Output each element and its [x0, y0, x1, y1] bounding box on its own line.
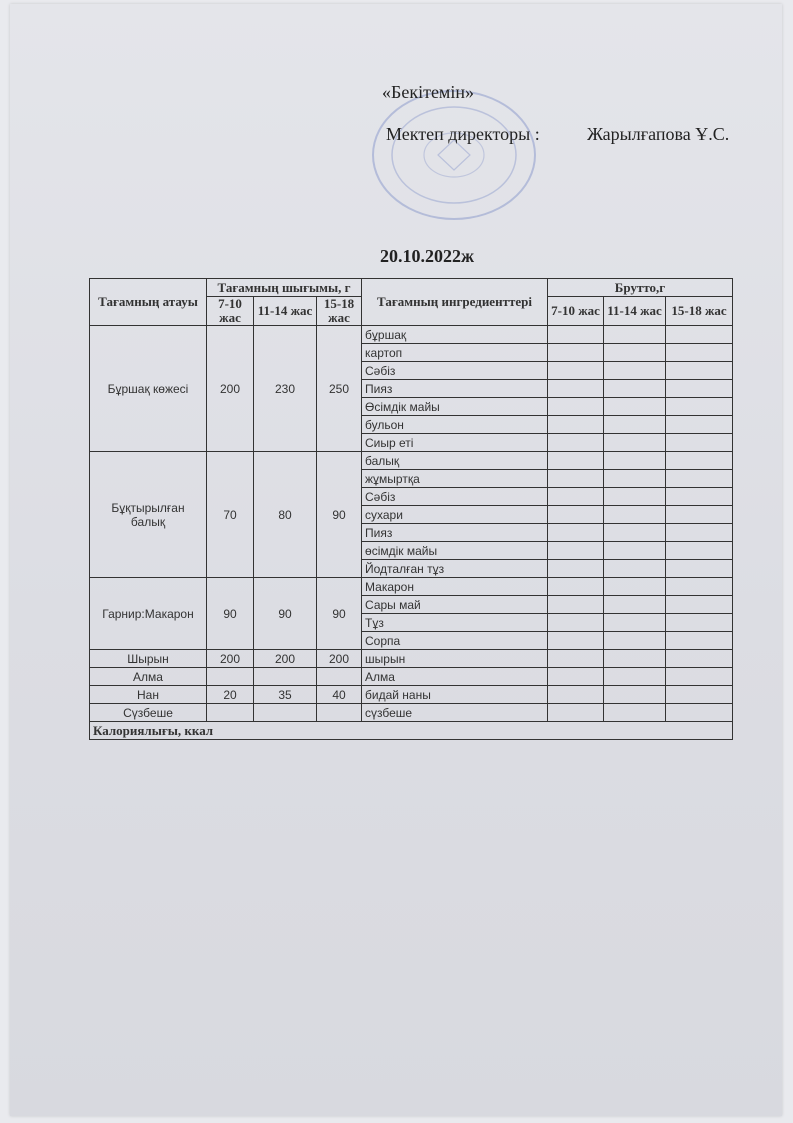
col-brutto-header: Брутто,г — [548, 279, 733, 297]
menu-table — [89, 278, 733, 740]
brutto-cell — [604, 398, 666, 416]
brutto-cell — [548, 632, 604, 650]
brutto-cell — [604, 596, 666, 614]
brutto-cell — [604, 362, 666, 380]
brutto-cell — [666, 596, 733, 614]
col-output-header: Тағамның шығымы, г — [207, 279, 362, 297]
dish-output — [317, 668, 362, 686]
brutto-cell — [548, 560, 604, 578]
brutto-cell — [666, 578, 733, 596]
approval-label: «Бекітемін» — [382, 82, 474, 102]
school-stamp — [372, 90, 536, 220]
brutto-cell — [666, 470, 733, 488]
dish-output: 200 — [207, 650, 254, 668]
ingredient-name: балық — [362, 452, 548, 470]
brutto-cell — [666, 416, 733, 434]
brutto-cell — [548, 596, 604, 614]
dish-name: Гарнир:Макарон — [90, 578, 207, 650]
brutto-cell — [548, 524, 604, 542]
ingredient-name: бульон — [362, 416, 548, 434]
brutto-cell — [548, 542, 604, 560]
brutto-cell — [666, 398, 733, 416]
dish-name: Шырын — [90, 650, 207, 668]
brutto-cell — [548, 578, 604, 596]
calories-label: Калориялығы, ккал — [90, 722, 733, 740]
director-name: Жарылғапова Ұ.С. — [587, 124, 730, 144]
dish-output: 80 — [254, 452, 317, 578]
brutto-cell — [548, 398, 604, 416]
ingredient-name: өсімдік майы — [362, 542, 548, 560]
brutto-cell — [666, 326, 733, 344]
dish-output — [254, 704, 317, 722]
brutto-cell — [666, 542, 733, 560]
dish-output: 20 — [207, 686, 254, 704]
age-header: 11-14 жас — [604, 297, 666, 326]
brutto-cell — [604, 704, 666, 722]
table-row — [90, 452, 733, 470]
dish-output: 40 — [317, 686, 362, 704]
brutto-cell — [548, 380, 604, 398]
ingredient-name: Пияз — [362, 380, 548, 398]
dish-output: 90 — [207, 578, 254, 650]
dish-output: 90 — [317, 578, 362, 650]
brutto-cell — [666, 650, 733, 668]
dish-output — [317, 704, 362, 722]
brutto-cell — [666, 614, 733, 632]
dish-output — [254, 668, 317, 686]
brutto-cell — [548, 704, 604, 722]
dish-name: Алма — [90, 668, 207, 686]
ingredient-name: сүзбеше — [362, 704, 548, 722]
brutto-cell — [604, 380, 666, 398]
brutto-cell — [604, 668, 666, 686]
brutto-cell — [604, 686, 666, 704]
director-label: Мектеп директоры : — [386, 124, 540, 144]
age-header: 7-10 жас — [207, 297, 254, 326]
age-header: 11-14 жас — [254, 297, 317, 326]
brutto-cell — [666, 488, 733, 506]
dish-output: 200 — [254, 650, 317, 668]
ingredient-name: бидай наны — [362, 686, 548, 704]
ingredient-name: Алма — [362, 668, 548, 686]
brutto-cell — [666, 362, 733, 380]
brutto-cell — [548, 506, 604, 524]
brutto-cell — [666, 434, 733, 452]
brutto-cell — [666, 524, 733, 542]
brutto-cell — [548, 470, 604, 488]
dish-output: 250 — [317, 326, 362, 452]
table-row — [90, 578, 733, 596]
brutto-cell — [548, 434, 604, 452]
brutto-cell — [548, 488, 604, 506]
brutto-cell — [604, 434, 666, 452]
table-row — [90, 650, 733, 668]
ingredient-name: Тұз — [362, 614, 548, 632]
ingredient-name: Сорпа — [362, 632, 548, 650]
ingredient-name: Пияз — [362, 524, 548, 542]
ingredient-name: Өсімдік майы — [362, 398, 548, 416]
ingredient-name: Макарон — [362, 578, 548, 596]
age-header: 7-10 жас — [548, 297, 604, 326]
dish-output: 230 — [254, 326, 317, 452]
calories-row — [90, 722, 733, 740]
ingredient-name: Йодталған тұз — [362, 560, 548, 578]
brutto-cell — [604, 470, 666, 488]
brutto-cell — [666, 668, 733, 686]
dish-name: Нан — [90, 686, 207, 704]
table-row — [90, 686, 733, 704]
col-dish-header: Тағамның атауы — [90, 279, 207, 326]
dish-output: 90 — [254, 578, 317, 650]
ingredient-name: Сәбіз — [362, 362, 548, 380]
brutto-cell — [666, 344, 733, 362]
brutto-cell — [666, 506, 733, 524]
brutto-cell — [604, 326, 666, 344]
brutto-cell — [548, 650, 604, 668]
brutto-cell — [604, 560, 666, 578]
ingredient-name: картоп — [362, 344, 548, 362]
menu-body — [90, 326, 733, 740]
table-row — [90, 704, 733, 722]
brutto-cell — [548, 668, 604, 686]
dish-output: 35 — [254, 686, 317, 704]
brutto-cell — [548, 416, 604, 434]
ingredient-name: Сиыр еті — [362, 434, 548, 452]
dish-output: 90 — [317, 452, 362, 578]
brutto-cell — [548, 614, 604, 632]
dish-output — [207, 668, 254, 686]
brutto-cell — [604, 416, 666, 434]
dish-output — [207, 704, 254, 722]
brutto-cell — [604, 488, 666, 506]
dish-name: Бұршақ көжесі — [90, 326, 207, 452]
ingredient-name: шырын — [362, 650, 548, 668]
brutto-cell — [548, 686, 604, 704]
dish-name: Бұқтырылған балық — [90, 452, 207, 578]
brutto-cell — [666, 560, 733, 578]
brutto-cell — [604, 506, 666, 524]
brutto-cell — [604, 524, 666, 542]
brutto-cell — [666, 632, 733, 650]
brutto-cell — [666, 380, 733, 398]
ingredient-name: Сәбіз — [362, 488, 548, 506]
brutto-cell — [604, 632, 666, 650]
ingredient-name: сухари — [362, 506, 548, 524]
brutto-cell — [604, 614, 666, 632]
brutto-cell — [604, 578, 666, 596]
brutto-cell — [604, 452, 666, 470]
ingredient-name: жұмыртқа — [362, 470, 548, 488]
table-row — [90, 668, 733, 686]
brutto-cell — [548, 362, 604, 380]
brutto-cell — [666, 686, 733, 704]
dish-name: Сүзбеше — [90, 704, 207, 722]
brutto-cell — [548, 326, 604, 344]
brutto-cell — [666, 704, 733, 722]
brutto-cell — [604, 542, 666, 560]
brutto-cell — [548, 452, 604, 470]
dish-output: 200 — [317, 650, 362, 668]
ingredient-name: бұршақ — [362, 326, 548, 344]
menu-date: 20.10.2022ж — [380, 246, 475, 266]
dish-output: 70 — [207, 452, 254, 578]
brutto-cell — [666, 452, 733, 470]
brutto-cell — [604, 344, 666, 362]
age-header: 15-18 жас — [666, 297, 733, 326]
dish-output: 200 — [207, 326, 254, 452]
age-header: 15-18 жас — [317, 297, 362, 326]
col-ingredients-header: Тағамның ингредиенттері — [362, 279, 548, 326]
brutto-cell — [604, 650, 666, 668]
table-row — [90, 326, 733, 344]
ingredient-name: Сары май — [362, 596, 548, 614]
brutto-cell — [548, 344, 604, 362]
